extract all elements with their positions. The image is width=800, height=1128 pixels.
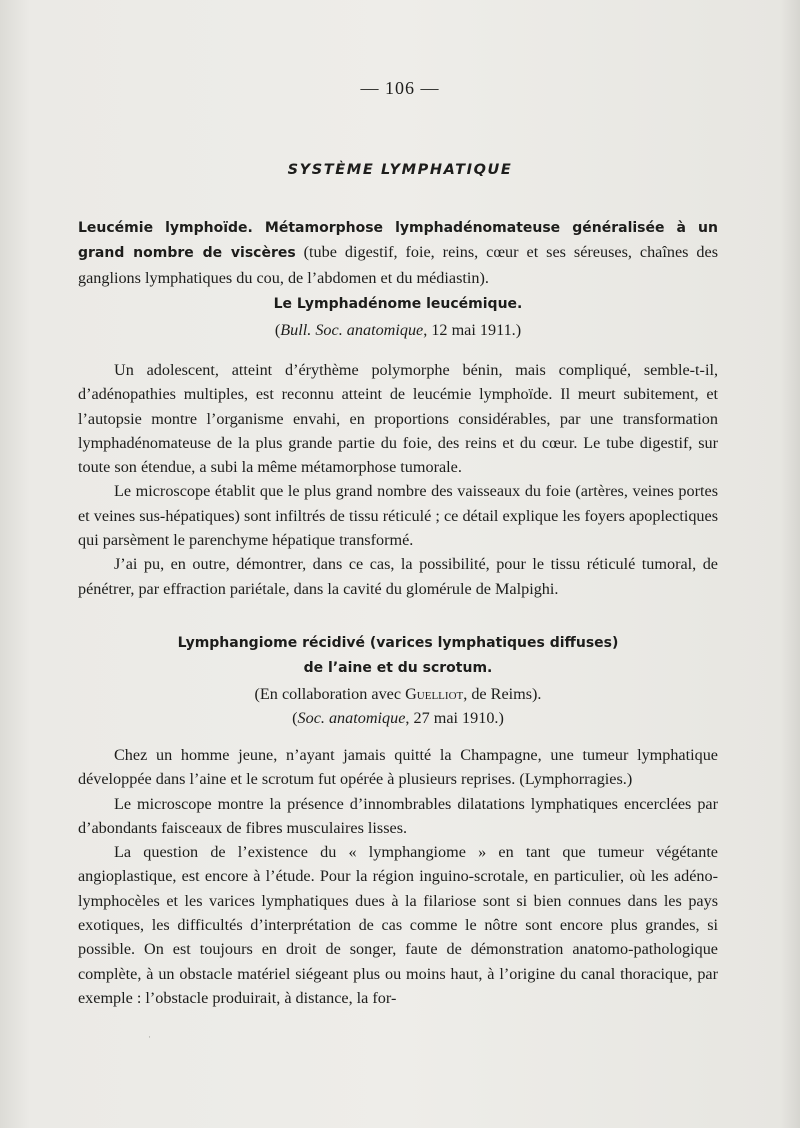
article2-ref-date: , 27 mai 1910.) bbox=[405, 709, 504, 727]
article2-body bbox=[78, 743, 718, 1010]
article2-title-line2: de l’aine et du scrotum. bbox=[303, 660, 493, 676]
article2-paragraph-2: Le microscope montre la présence d’innombrables dilatations lymphatiques encerclées par d’abondants faisceaux de fibres musculaires lisses. bbox=[78, 794, 718, 837]
article2-collaboration bbox=[78, 682, 718, 706]
article2-collab-pre: (En collaboration avec bbox=[254, 685, 406, 703]
article2-title-bold: Lymphangiome récidivé bbox=[177, 635, 366, 651]
article1-ref-open: ( bbox=[274, 321, 281, 339]
article2-ref-journal: Soc. anatomique bbox=[297, 709, 406, 727]
article2-reference bbox=[78, 706, 718, 730]
scan-speck: · bbox=[148, 1032, 151, 1042]
article1-subtitle: Le Lymphadénome leucémique. bbox=[273, 296, 523, 312]
article2-collab-name: Guelliot bbox=[405, 685, 464, 703]
article1-ref-journal: Bull. Soc. anatomique bbox=[280, 321, 424, 339]
article1-reference bbox=[78, 318, 718, 342]
article2-title-line1 bbox=[78, 630, 718, 655]
article2-title-paren: (varices lymphatiques diffuses) bbox=[365, 635, 619, 651]
article2-collab-post: , de Reims). bbox=[463, 685, 542, 703]
article1-title bbox=[78, 215, 718, 290]
article2-paragraph-1: Chez un homme jeune, n’ayant jamais quitté la Champagne, une tumeur lymphatique développée dans l’aine et le scrotum fut opérée à plusieurs reprises. (Lymphorragies.) bbox=[78, 746, 718, 789]
article1-title-rest: (tube digestif, foie, reins, cœur et ses séreuses, chaînes des ganglions lymphatiques du cou, de l’abdomen et du médiastin). bbox=[78, 243, 718, 287]
page-number: — 106 — bbox=[360, 78, 440, 98]
article1-body bbox=[78, 358, 718, 601]
article1-paragraph-1: Un adolescent, atteint d’érythème polymorphe bénin, mais compliqué, semble-t-il, d’adénopathies multiples, est reconnu atteint de leucémie lymphoïde. Il meurt subitement, et l’autopsie montre l’organisme envahi, en proportions considérables, par une transformation lymphadénomateuse de la plus grande partie du foie, des reins et du cœur. Le tube digestif, sur toute son étendue, a subi la même métamorphose tumorale. bbox=[78, 361, 718, 477]
article2-ref-open: ( bbox=[292, 709, 298, 727]
section-title: SYSTÈME LYMPHATIQUE bbox=[287, 162, 513, 178]
article2-paragraph-3: La question de l’existence du « lymphangiome » en tant que tumeur végétante angioplastique, est encore à l’étude. Pour la région inguino-scrotale, en particulier, où les adéno-lymphocèles et les varices lymphatiques dues à la filariose sont si bien connues dans les pays exotiques, les difficultés d’interprétation de cas comme le nôtre sont encore plus grandes, si possible. On est toujours en droit de songer, faute de démonstration anatomo-pathologique complète, à un obstacle matériel siégeant plus ou moins haut, à l’origine du canal thoracique, par exemple : l’obstacle produirait, à distance, la for- bbox=[78, 843, 718, 1007]
article1-ref-date: , 12 mai 1911.) bbox=[423, 321, 522, 339]
article1-title-bold: Leucémie lymphoïde. Métamorphose lymphadénomateuse généralisée à un grand nombre de viscères bbox=[78, 220, 718, 262]
article1-paragraph-2: Le microscope établit que le plus grand nombre des vaisseaux du foie (artères, veines portes et veines sus-hépatiques) sont infiltrés de tissu réticulé ; ce détail explique les foyers apoplectiques qui parsèment le parenchyme hépatique transformé. bbox=[78, 482, 718, 550]
article1-paragraph-3: J’ai pu, en outre, démontrer, dans ce cas, la possibilité, pour le tissu réticulé tumoral, de pénétrer, par effraction pariétale, dans la cavité du glomérule de Malpighi. bbox=[78, 555, 718, 598]
